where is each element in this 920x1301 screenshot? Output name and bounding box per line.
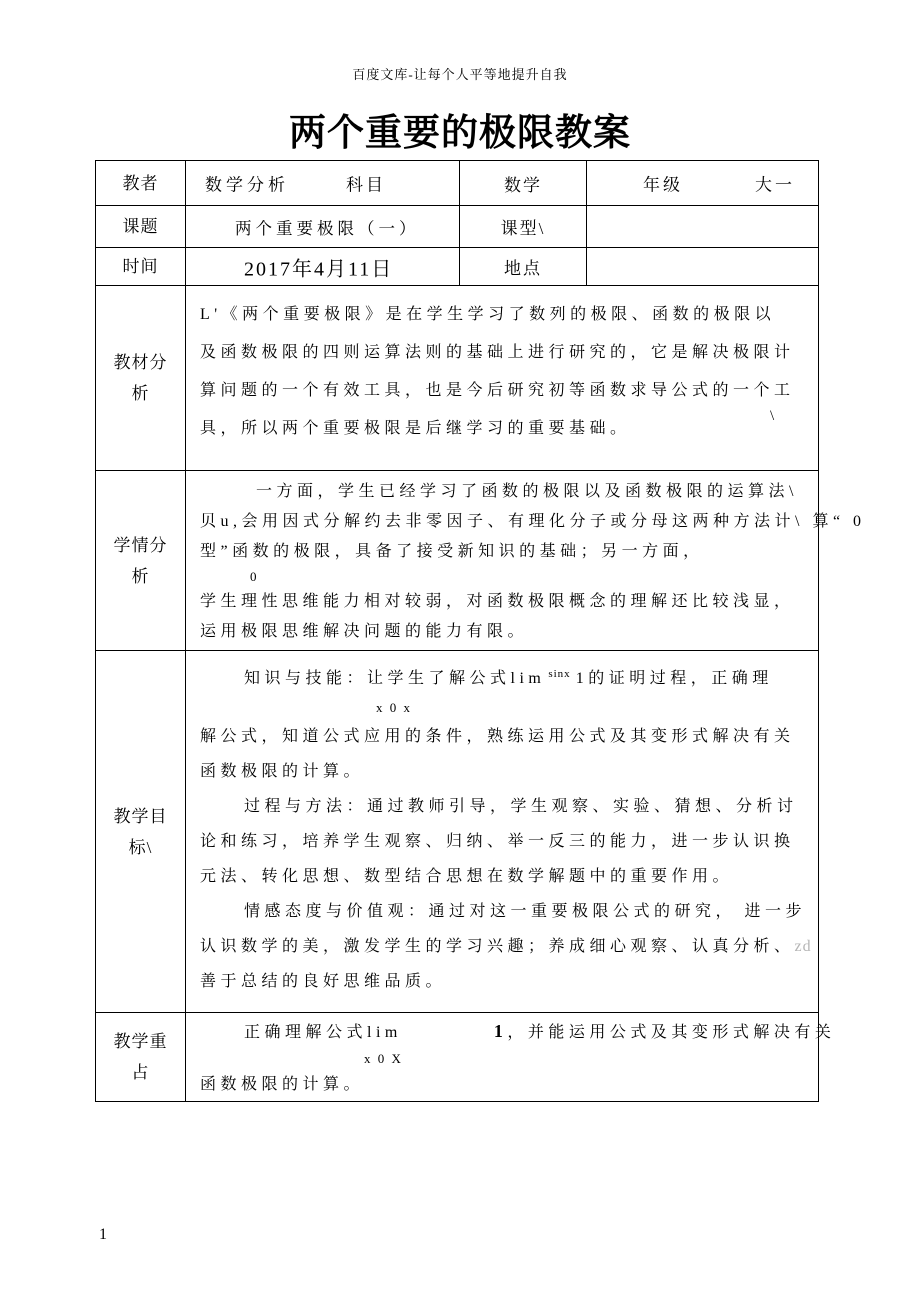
text-line: 运用极限思维解决问题的能力有限。 <box>200 623 529 640</box>
label-line: 教材分 <box>113 353 168 372</box>
row-basic-info <box>96 161 818 206</box>
text-line: 函数极限的计算。 <box>200 763 365 780</box>
teacher-label-cell <box>96 161 186 205</box>
topic-value-cell <box>186 206 460 247</box>
label-line: 占 <box>131 1063 150 1082</box>
label-line: 教学重 <box>113 1032 168 1051</box>
formula-line <box>200 657 812 696</box>
text-segment: 知识与技能：让学生了解公式lim <box>244 670 546 687</box>
text-segment: 正确理解公式lim <box>244 1024 402 1041</box>
text-line: 情感态度与价值观：通过对这一重要极限公式的研究， 进一步 <box>244 903 807 920</box>
text-line: 型”函数的极限，具备了接受新知识的基础；另一方面， <box>200 543 704 560</box>
time-value-cell <box>186 248 460 285</box>
text-line: 学生理性思维能力相对较弱，对函数极限概念的理解还比较浅显， <box>200 593 795 610</box>
topic-value: 两个重要极限（一） <box>235 218 420 238</box>
row-teaching-goals <box>96 651 818 1013</box>
formula-subscript: x 0 x <box>376 700 412 715</box>
formula-line <box>200 1017 835 1047</box>
time-cells <box>186 248 818 285</box>
document-title: 两个重要的极限教案 <box>289 113 631 154</box>
text-line: 元法、转化思想、数型结合思想在数学解题中的重要作用。 <box>200 868 734 885</box>
text-line: 及函数极限的四则运算法则的基础上进行研究的，它是解决极限计 <box>200 344 795 361</box>
row-time <box>96 248 818 286</box>
teaching-goals-label <box>96 651 186 1012</box>
text-segment: 认识数学的美，激发学生的学习兴趣；养成细心观察、认真分析、 <box>200 938 795 955</box>
row-material-analysis <box>96 286 818 471</box>
text-line: 具，所以两个重要极限是后继学习的重要基础。 <box>200 420 631 437</box>
basic-info-cells <box>186 161 818 205</box>
formula-superscript: sinx <box>548 668 571 680</box>
text-line: 算问题的一个有效工具，也是今后研究初等函数求导公式的一个工 <box>200 382 795 399</box>
place-label: 地点 <box>504 259 542 278</box>
stray-backslash: \ <box>770 408 775 424</box>
place-cell <box>460 248 587 285</box>
student-analysis-content <box>186 471 880 650</box>
material-analysis-content <box>186 286 818 470</box>
teaching-goals-content <box>186 651 826 1012</box>
grade-value: 大一 <box>755 175 795 195</box>
text-line: 解公式，知道公式应用的条件，熟练运用公式及其变形式解决有关 <box>200 728 795 745</box>
subject2-value: 数学 <box>504 175 542 195</box>
text-line: L'《两个重要极限》是在学生学习了数列的极限、函数的极限以 <box>200 306 776 323</box>
text-segment: ，并能运用公式及其变形式解决有关 <box>507 1024 836 1041</box>
subject-cell <box>186 161 460 205</box>
text-line: 善于总结的良好思维品质。 <box>200 973 447 990</box>
text-line: 函数极限的计算。 <box>200 1076 365 1093</box>
grade-cell <box>587 161 818 205</box>
teacher-label: 教者 <box>122 173 159 193</box>
formula-result: 1 <box>493 1021 508 1041</box>
topic-label: 课题 <box>122 217 159 236</box>
time-value: 2017年4月11日 <box>244 258 394 280</box>
watermark-text: zd <box>794 938 812 955</box>
teaching-focus-content <box>186 1013 849 1101</box>
topic-cells <box>186 206 818 247</box>
lesson-type-cell <box>460 206 587 247</box>
student-analysis-label <box>96 471 186 650</box>
label-line: 学情分 <box>113 535 168 555</box>
lesson-type-value-cell <box>587 206 818 247</box>
material-analysis-label <box>96 286 186 470</box>
text-line <box>200 929 812 964</box>
text-segment: 1的证明过程，正确理 <box>575 670 773 687</box>
grade-label: 年级 <box>643 175 683 195</box>
topic-label-cell <box>96 206 186 247</box>
subject2-cell <box>460 161 587 205</box>
label-line: 析 <box>131 566 150 586</box>
label-line: 标\ <box>128 837 153 857</box>
lesson-plan-table <box>95 160 866 1102</box>
row-student-analysis <box>96 471 866 651</box>
lesson-type-label: 课型\ <box>500 219 546 238</box>
text-line: 贝u,会用因式分解约去非零因子、有理化分子或分母这两种方法计\ 算“ 0 <box>200 513 866 530</box>
time-label-cell <box>96 248 186 285</box>
place-value-cell <box>587 248 818 285</box>
teaching-focus-label <box>96 1013 186 1101</box>
text-line: 过程与方法：通过教师引导，学生观察、实验、猜想、分析讨 <box>244 798 798 815</box>
subject-label: 科目 <box>346 175 386 195</box>
site-watermark: 百度文库-让每个人平等地提升自我 <box>352 67 568 82</box>
text-line: 论和练习，培养学生观察、归纳、举一反三的能力，进一步认识换 <box>200 833 795 850</box>
text-line: 一方面，学生已经学习了函数的极限以及函数极限的运算法\ <box>256 483 798 500</box>
label-line: 教学目 <box>113 806 168 826</box>
formula-subscript: x 0 X <box>364 1051 403 1066</box>
label-line: 析 <box>131 384 150 403</box>
time-label: 时间 <box>122 257 159 276</box>
row-topic <box>96 206 818 248</box>
page-number: 1 <box>99 1226 107 1243</box>
row-teaching-focus <box>96 1013 836 1101</box>
fraction-denominator: 0 <box>250 569 259 584</box>
subject-value: 数学分析 <box>205 175 289 195</box>
